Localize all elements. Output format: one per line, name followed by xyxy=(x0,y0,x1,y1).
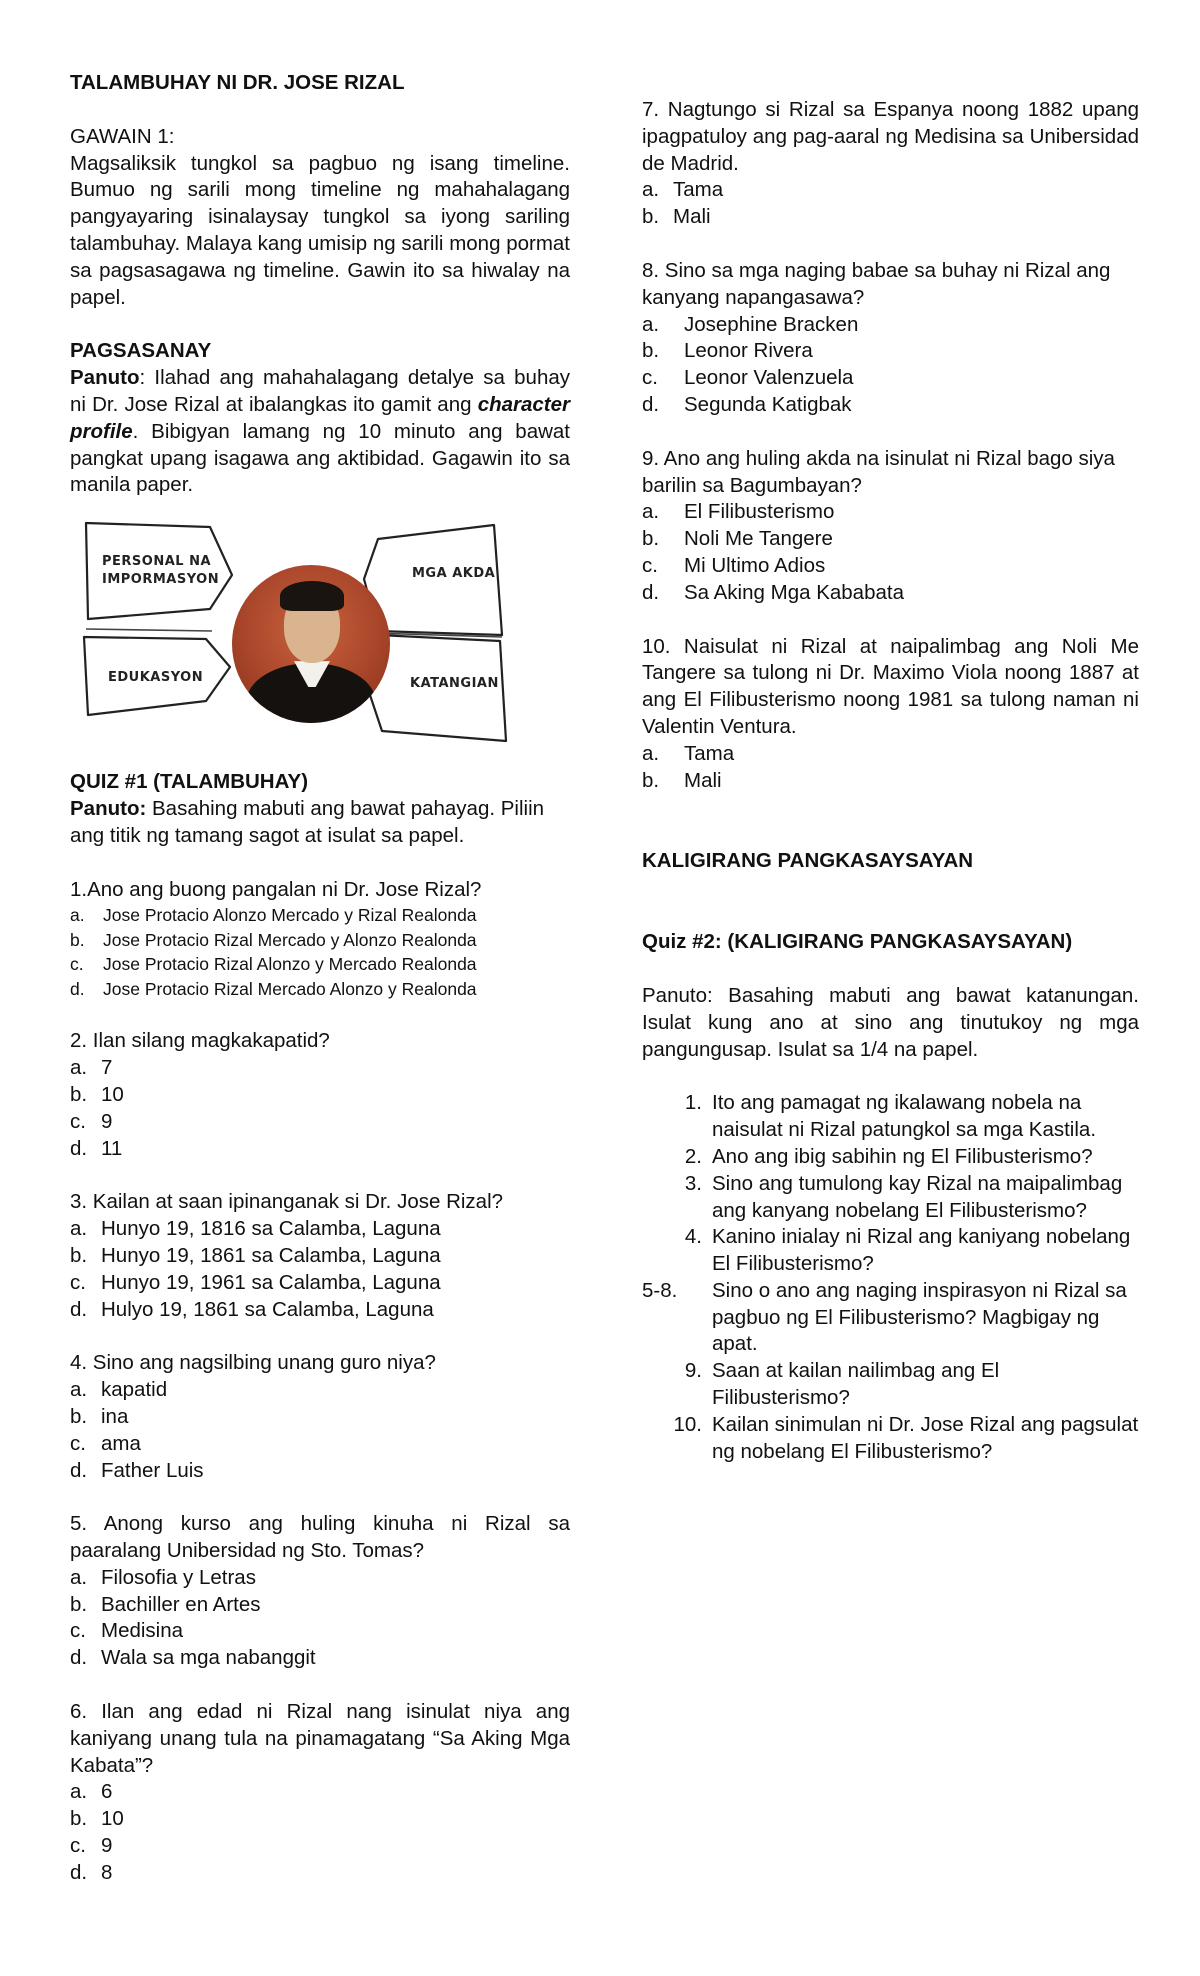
option-text: Hunyo 19, 1816 sa Calamba, Laguna xyxy=(101,1217,441,1241)
option-b[interactable] xyxy=(70,1592,570,1619)
option-b[interactable] xyxy=(70,1404,570,1431)
jose-rizal-portrait xyxy=(232,565,390,723)
option-a[interactable] xyxy=(70,903,570,928)
item-text: Saan at kailan nailimbag ang El Filibusterismo? xyxy=(712,1359,1000,1410)
gawain-heading: GAWAIN 1: xyxy=(70,124,175,148)
option-c[interactable] xyxy=(70,1833,570,1860)
question-text: 3. Kailan at saan ipinanganak si Dr. Jose Rizal? xyxy=(70,1190,504,1214)
quiz2-item-2 xyxy=(642,1144,1139,1171)
option-text: 8 xyxy=(101,1860,113,1884)
option-letter: b. xyxy=(70,1243,88,1267)
option-letter: a. xyxy=(642,178,660,202)
option-letter: b. xyxy=(70,1082,88,1106)
right-column xyxy=(642,97,1139,1465)
question-3 xyxy=(70,1189,570,1323)
item-text: Kailan sinimulan ni Dr. Jose Rizal ang pagsulat ng nobelang El Filibusterismo? xyxy=(712,1412,1139,1463)
question-text: 7. Nagtungo si Rizal sa Espanya noong 1882 upang ipagpatuloy ang pag-aaral ng Medisina sa Unibersidad de Madrid. xyxy=(642,98,1139,175)
question-text: 6. Ilan ang edad ni Rizal nang isinulat niya ang kaniyang unang tula na pinamagatang “Sa Aking Mga Kabata”? xyxy=(70,1700,570,1777)
option-text: Sa Aking Mga Kababata xyxy=(684,580,904,604)
label-personal-na-impormasyon xyxy=(102,553,219,589)
option-b[interactable] xyxy=(70,1082,570,1109)
quiz2-item-1 xyxy=(642,1090,1139,1144)
quiz2-item-10 xyxy=(642,1412,1139,1466)
option-letter: d. xyxy=(70,1646,88,1670)
option-text: Tama xyxy=(684,741,735,765)
option-b[interactable] xyxy=(70,1243,570,1270)
quiz2-item-5-8 xyxy=(642,1278,1139,1358)
quiz2-item-4 xyxy=(642,1224,1139,1278)
option-letter: d. xyxy=(70,1458,88,1482)
option-text: 6 xyxy=(101,1780,113,1804)
option-letter: b. xyxy=(70,1592,88,1616)
pagsasanay-text-2: . Bibigyan lamang ng 10 minuto ang bawat pangkat upang isagawa ang aktibidad. Gagawin ito sa manila paper. xyxy=(70,419,570,497)
option-c[interactable] xyxy=(70,1618,570,1645)
option-letter: b. xyxy=(642,527,660,551)
option-d[interactable] xyxy=(642,392,1139,419)
quiz1-instructions xyxy=(70,796,570,850)
option-text: Bachiller en Artes xyxy=(101,1592,261,1616)
quiz2-question-list xyxy=(642,1090,1139,1465)
option-letter: b. xyxy=(70,1404,88,1428)
option-text: ina xyxy=(101,1404,129,1428)
option-letter: a. xyxy=(70,905,85,926)
label-katangian: KATANGIAN xyxy=(410,676,499,692)
option-a[interactable] xyxy=(70,1216,570,1243)
option-letter: b. xyxy=(642,768,660,792)
option-letter: d. xyxy=(642,392,660,416)
question-5 xyxy=(70,1511,570,1672)
option-text: 11 xyxy=(101,1136,123,1160)
option-letter: c. xyxy=(70,1109,86,1133)
option-a[interactable] xyxy=(642,177,1139,204)
option-letter: a. xyxy=(70,1217,88,1241)
option-text: Jose Protacio Rizal Mercado y Alonzo Realonda xyxy=(103,929,477,950)
option-d[interactable] xyxy=(70,977,570,1002)
option-letter: b. xyxy=(70,929,85,950)
portrait-hair xyxy=(280,581,344,611)
pagsasanay-emphasis: character profile xyxy=(70,392,570,443)
option-text: Filosofia y Letras xyxy=(101,1565,256,1589)
item-number: 10. xyxy=(673,1412,702,1436)
option-d[interactable] xyxy=(70,1645,570,1672)
question-text: 2. Ilan silang magkakapatid? xyxy=(70,1029,330,1053)
option-text: Mali xyxy=(673,205,711,229)
pagsasanay-instructions xyxy=(70,365,570,499)
item-text: Ito ang pamagat ng ikalawang nobela na naisulat ni Rizal patungkol sa mga Kastila. xyxy=(712,1091,1097,1142)
option-text: Tama xyxy=(673,178,724,202)
option-b[interactable] xyxy=(70,1806,570,1833)
option-letter: a. xyxy=(70,1378,88,1402)
option-letter: c. xyxy=(70,1619,86,1643)
quiz1-panuto-text: Basahing mabuti ang bawat pahayag. Piliin ang titik ng tamang sagot at isulat sa papel. xyxy=(70,796,545,847)
pagsasanay-text-1: : Ilahad ang mahahalagang detalye sa buhay ni Dr. Jose Rizal at ibalangkas ito gamit ang xyxy=(70,366,570,416)
option-text: 10 xyxy=(101,1807,124,1831)
item-text: Kanino inialay ni Rizal ang kaniyang nobelang El Filibusterismo? xyxy=(712,1225,1131,1276)
option-a[interactable] xyxy=(642,499,1139,526)
option-c[interactable] xyxy=(642,553,1139,580)
character-profile-graphic xyxy=(82,517,522,757)
question-9 xyxy=(642,446,1139,607)
option-d[interactable] xyxy=(70,1860,570,1887)
option-text: Father Luis xyxy=(101,1458,204,1482)
option-text: Mali xyxy=(684,768,722,792)
option-text: Wala sa mga nabanggit xyxy=(101,1646,316,1670)
item-number: 4. xyxy=(684,1225,702,1249)
question-text: 10. Naisulat ni Rizal at naipalimbag ang Noli Me Tangere sa tulong ni Dr. Maximo Viola noong 1887 at ang El Filibusterismo noong 1981 sa tulong naman ni Valentin Ventura. xyxy=(642,634,1139,738)
option-letter: a. xyxy=(642,741,660,765)
option-letter: c. xyxy=(70,1270,86,1294)
pagsasanay-panuto-label: Panuto xyxy=(70,366,140,390)
option-letter: c. xyxy=(70,1431,86,1455)
question-7 xyxy=(642,97,1139,231)
option-b[interactable] xyxy=(642,768,1139,795)
option-text: 9 xyxy=(101,1109,113,1133)
option-b[interactable] xyxy=(70,928,570,953)
quiz1-panuto-label: Panuto: xyxy=(70,796,147,820)
item-text: Sino o ano ang naging inspirasyon ni Rizal sa pagbuo ng El Filibusterismo? Magbigay ng apat. xyxy=(712,1278,1127,1356)
option-a[interactable] xyxy=(642,312,1139,339)
option-letter: c. xyxy=(642,553,658,577)
document-title: TALAMBUHAY NI DR. JOSE RIZAL xyxy=(70,71,405,94)
option-text: ama xyxy=(101,1431,141,1455)
option-a[interactable] xyxy=(70,1565,570,1592)
option-letter: c. xyxy=(70,1834,86,1858)
quiz2-item-9 xyxy=(642,1358,1139,1412)
option-text: Hulyo 19, 1861 sa Calamba, Laguna xyxy=(101,1297,434,1321)
question-6 xyxy=(70,1699,570,1887)
question-text: 4. Sino ang nagsilbing unang guro niya? xyxy=(70,1351,436,1375)
option-letter: c. xyxy=(642,366,658,390)
option-c[interactable] xyxy=(70,1109,570,1136)
question-text: 1.Ano ang buong pangalan ni Dr. Jose Rizal? xyxy=(70,877,482,901)
option-c[interactable] xyxy=(70,952,570,977)
option-letter: c. xyxy=(70,954,84,975)
option-text: Leonor Valenzuela xyxy=(684,366,854,390)
option-d[interactable] xyxy=(70,1458,570,1485)
option-text: Jose Protacio Rizal Mercado Alonzo y Realonda xyxy=(103,978,477,999)
option-text: Segunda Katigbak xyxy=(684,392,852,416)
label-edukasyon: EDUKASYON xyxy=(108,670,204,686)
option-letter: a. xyxy=(70,1780,88,1804)
left-column xyxy=(70,70,570,1887)
option-a[interactable] xyxy=(642,741,1139,768)
option-text: Mi Ultimo Adios xyxy=(684,553,826,577)
gawain-text: Magsaliksik tungkol sa pagbuo ng isang timeline. Bumuo ng sarili mong timeline ng mahahalagang pangyayaring isinalaysay tungkol sa iyong sariling talambuhay. Malaya kang umisip ng sarili mong pormat sa pagsasagawa ng timeline. Gawin ito sa hiwalay na papel. xyxy=(70,151,570,309)
option-letter: b. xyxy=(642,205,660,229)
option-text: Jose Protacio Alonzo Mercado y Rizal Realonda xyxy=(103,905,477,926)
option-c[interactable] xyxy=(642,365,1139,392)
question-10 xyxy=(642,634,1139,795)
option-letter: d. xyxy=(70,978,85,999)
question-text: 8. Sino sa mga naging babae sa buhay ni Rizal ang kanyang napangasawa? xyxy=(642,258,1111,309)
pagsasanay-heading: PAGSASANAY xyxy=(70,339,212,363)
item-text: Ano ang ibig sabihin ng El Filibusterismo? xyxy=(712,1144,1093,1168)
option-letter: d. xyxy=(70,1136,88,1160)
option-letter: b. xyxy=(642,339,660,363)
option-letter: d. xyxy=(642,580,660,604)
option-c[interactable] xyxy=(70,1431,570,1458)
item-text: Sino ang tumulong kay Rizal na maipalimbag ang kanyang nobelang El Filibusterismo? xyxy=(712,1171,1123,1222)
option-d[interactable] xyxy=(70,1297,570,1324)
quiz2-item-3 xyxy=(642,1171,1139,1225)
kaligirang-heading: KALIGIRANG PANGKASAYSAYAN xyxy=(642,849,974,873)
option-c[interactable] xyxy=(70,1270,570,1297)
question-1 xyxy=(70,877,570,1002)
question-2 xyxy=(70,1028,570,1162)
label-personal-text: PERSONAL NA IMPORMASYON xyxy=(102,554,220,588)
option-letter: a. xyxy=(642,312,660,336)
option-letter: a. xyxy=(70,1056,88,1080)
option-text: Leonor Rivera xyxy=(684,339,813,363)
option-letter: b. xyxy=(70,1807,88,1831)
option-b[interactable] xyxy=(642,526,1139,553)
item-number: 9. xyxy=(684,1359,702,1383)
item-number: 5-8. xyxy=(642,1278,678,1302)
question-8 xyxy=(642,258,1139,419)
item-number: 2. xyxy=(684,1144,702,1168)
option-text: 10 xyxy=(101,1082,124,1106)
question-4 xyxy=(70,1350,570,1484)
option-text: kapatid xyxy=(101,1378,168,1402)
option-text: Hunyo 19, 1861 sa Calamba, Laguna xyxy=(101,1243,441,1267)
option-letter: d. xyxy=(70,1860,88,1884)
option-text: El Filibusterismo xyxy=(684,500,835,524)
option-text: Hunyo 19, 1961 sa Calamba, Laguna xyxy=(101,1270,441,1294)
option-letter: a. xyxy=(642,500,660,524)
question-text: 9. Ano ang huling akda na isinulat ni Rizal bago siya barilin sa Bagumbayan? xyxy=(642,446,1115,497)
item-number: 1. xyxy=(684,1091,702,1115)
item-number: 3. xyxy=(684,1171,702,1195)
question-text: 5. Anong kurso ang huling kinuha ni Rizal sa paaralang Unibersidad ng Sto. Tomas? xyxy=(70,1512,570,1563)
option-text: Jose Protacio Rizal Alonzo y Mercado Realonda xyxy=(103,954,477,975)
option-b[interactable] xyxy=(642,338,1139,365)
quiz1-heading: QUIZ #1 (TALAMBUHAY) xyxy=(70,770,309,794)
label-mga-akda: MGA AKDA xyxy=(412,566,496,582)
option-d[interactable] xyxy=(642,580,1139,607)
option-a[interactable] xyxy=(70,1055,570,1082)
quiz2-heading: Quiz #2: (KALIGIRANG PANGKASAYSAYAN) xyxy=(642,930,1073,954)
option-b[interactable] xyxy=(642,204,1139,231)
option-letter: d. xyxy=(70,1297,88,1321)
option-a[interactable] xyxy=(70,1377,570,1404)
option-text: Josephine Bracken xyxy=(684,312,859,336)
option-text: Noli Me Tangere xyxy=(684,527,833,551)
option-text: 7 xyxy=(101,1056,113,1080)
option-a[interactable] xyxy=(70,1779,570,1806)
option-letter: a. xyxy=(70,1565,88,1589)
option-text: 9 xyxy=(101,1834,113,1858)
quiz2-instructions: Panuto: Basahing mabuti ang bawat katanungan. Isulat kung ano at sino ang tinutukoy ng mga pangungusap. Isulat sa 1/4 na papel. xyxy=(642,983,1139,1061)
option-d[interactable] xyxy=(70,1136,570,1163)
option-text: Medisina xyxy=(101,1619,184,1643)
